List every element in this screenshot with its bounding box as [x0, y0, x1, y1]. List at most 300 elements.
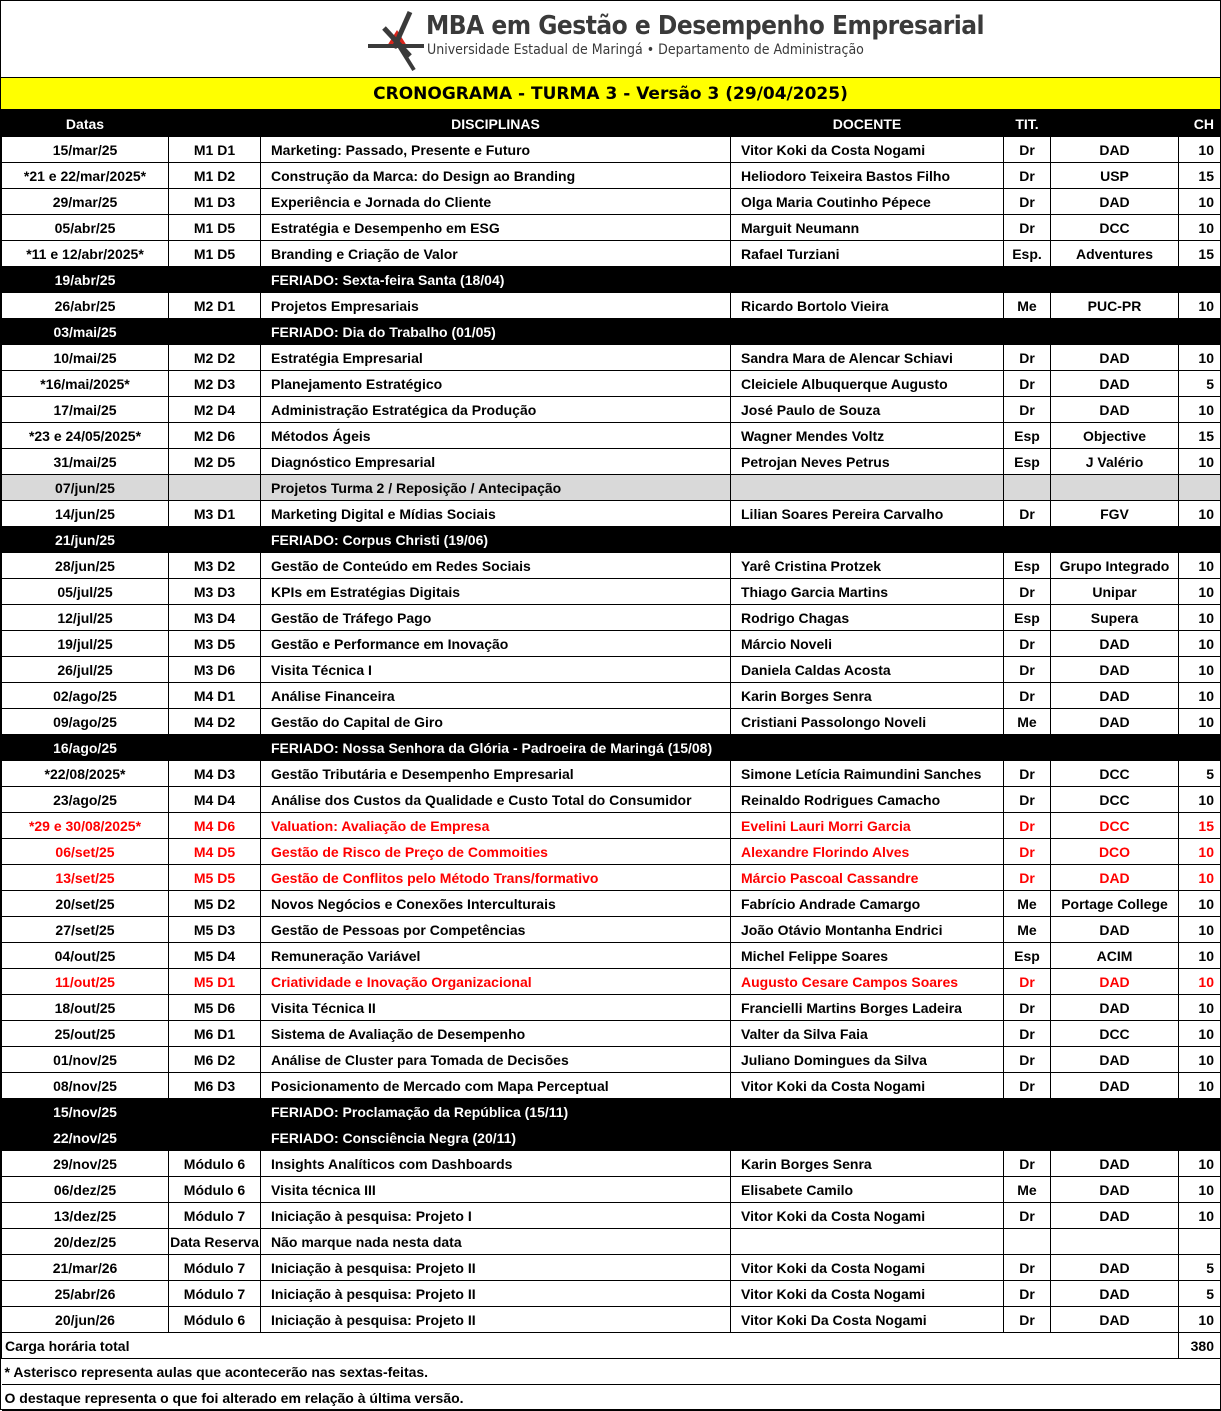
cell-date: 28/jun/25 — [2, 553, 169, 579]
cell-institution: Adventures — [1051, 241, 1179, 267]
cell-date: 06/set/25 — [2, 839, 169, 865]
col-header-module — [169, 111, 261, 137]
table-row — [2, 163, 1221, 189]
table-row — [2, 345, 1221, 371]
cell-teacher: Vitor Koki Da Costa Nogami — [731, 1307, 1004, 1333]
cell-institution: DCC — [1051, 813, 1179, 839]
cell-discipline: KPIs em Estratégias Digitais — [261, 579, 731, 605]
cell-institution: DAD — [1051, 631, 1179, 657]
cell-institution: DAD — [1051, 969, 1179, 995]
cell-date: 15/mar/25 — [2, 137, 169, 163]
cell-teacher: Karin Borges Senra — [731, 1151, 1004, 1177]
holiday-row — [2, 1099, 1221, 1125]
cell-teacher: Vitor Koki da Costa Nogami — [731, 1073, 1004, 1099]
cell-institution: DAD — [1051, 1047, 1179, 1073]
cell-title — [1004, 475, 1051, 501]
table-row — [2, 189, 1221, 215]
cell-module: M5 D1 — [169, 969, 261, 995]
cell-date: 25/abr/26 — [2, 1281, 169, 1307]
cell-discipline: Análise Financeira — [261, 683, 731, 709]
table-row — [2, 709, 1221, 735]
cell-teacher — [731, 1229, 1004, 1255]
cell-date: 11/out/25 — [2, 969, 169, 995]
col-header-datas: Datas — [2, 111, 169, 137]
cell-teacher: Wagner Mendes Voltz — [731, 423, 1004, 449]
cell-date: 21/mar/26 — [2, 1255, 169, 1281]
cell-module: Módulo 7 — [169, 1281, 261, 1307]
table-row — [2, 761, 1221, 787]
cell-date: 25/out/25 — [2, 1021, 169, 1047]
cell-module: Módulo 6 — [169, 1151, 261, 1177]
table-row — [2, 1177, 1221, 1203]
table-row — [2, 241, 1221, 267]
cell-title: Me — [1004, 293, 1051, 319]
col-header-ch: CH — [1179, 111, 1221, 137]
table-row — [2, 1281, 1221, 1307]
cell-module: Módulo 7 — [169, 1203, 261, 1229]
cell-teacher: Elisabete Camilo — [731, 1177, 1004, 1203]
cell-holiday: FERIADO: Consciência Negra (20/11) — [261, 1125, 1221, 1151]
cell-module: M2 D5 — [169, 449, 261, 475]
cell-institution: Supera — [1051, 605, 1179, 631]
cell-module: M3 D5 — [169, 631, 261, 657]
cell-title: Dr — [1004, 995, 1051, 1021]
cell-date: 04/out/25 — [2, 943, 169, 969]
cell-hours: 10 — [1179, 969, 1221, 995]
cell-institution: DAD — [1051, 345, 1179, 371]
cell-date: 07/jun/25 — [2, 475, 169, 501]
cell-holiday: FERIADO: Proclamação da República (15/11) — [261, 1099, 1221, 1125]
cell-discipline: Visita Técnica II — [261, 995, 731, 1021]
cell-institution: DAD — [1051, 137, 1179, 163]
cell-teacher: Yarê Cristina Protzek — [731, 553, 1004, 579]
cell-module: M5 D3 — [169, 917, 261, 943]
table-row — [2, 813, 1221, 839]
cell-date: 15/nov/25 — [2, 1099, 169, 1125]
cell-institution: DAD — [1051, 683, 1179, 709]
table-row — [2, 683, 1221, 709]
cell-teacher: Ricardo Bortolo Vieira — [731, 293, 1004, 319]
cell-title: Esp — [1004, 943, 1051, 969]
cell-module — [169, 267, 261, 293]
cell-discipline: Iniciação à pesquisa: Projeto I — [261, 1203, 731, 1229]
cell-teacher: Olga Maria Coutinho Pépece — [731, 189, 1004, 215]
table-header-row — [2, 111, 1221, 137]
table-row — [2, 475, 1221, 501]
cell-institution: DAD — [1051, 1177, 1179, 1203]
cell-module — [169, 1099, 261, 1125]
note-asterisk: * Asterisco representa aulas que acontecerão nas sextas-feitas. — [2, 1359, 1221, 1385]
cell-holiday: FERIADO: Dia do Trabalho (01/05) — [261, 319, 1221, 345]
cell-discipline: Métodos Ágeis — [261, 423, 731, 449]
cell-hours: 10 — [1179, 683, 1221, 709]
cell-date: 12/jul/25 — [2, 605, 169, 631]
cell-teacher — [731, 475, 1004, 501]
cell-hours: 10 — [1179, 397, 1221, 423]
cell-hours: 10 — [1179, 1177, 1221, 1203]
cell-title: Esp — [1004, 553, 1051, 579]
cell-discipline: Posicionamento de Mercado com Mapa Perceptual — [261, 1073, 731, 1099]
table-row — [2, 1073, 1221, 1099]
cell-institution: J Valério — [1051, 449, 1179, 475]
table-row — [2, 1307, 1221, 1333]
schedule-title: CRONOGRAMA - TURMA 3 - Versão 3 (29/04/2025) — [1, 78, 1220, 110]
cell-holiday: FERIADO: Sexta-feira Santa (18/04) — [261, 267, 1221, 293]
cell-institution: DAD — [1051, 371, 1179, 397]
cell-institution: DCO — [1051, 839, 1179, 865]
cell-title: Dr — [1004, 137, 1051, 163]
cell-module: M4 D3 — [169, 761, 261, 787]
cell-title: Me — [1004, 891, 1051, 917]
total-row — [2, 1333, 1221, 1359]
cell-module: M1 D2 — [169, 163, 261, 189]
col-header-docente: DOCENTE — [731, 111, 1004, 137]
cell-discipline: Gestão de Pessoas por Competências — [261, 917, 731, 943]
cell-teacher: Reinaldo Rodrigues Camacho — [731, 787, 1004, 813]
cell-date: 29/mar/25 — [2, 189, 169, 215]
cell-date: 05/abr/25 — [2, 215, 169, 241]
cell-teacher: Sandra Mara de Alencar Schiavi — [731, 345, 1004, 371]
table-row — [2, 891, 1221, 917]
cell-title: Dr — [1004, 969, 1051, 995]
cell-discipline: Construção da Marca: do Design ao Branding — [261, 163, 731, 189]
cell-teacher: João Otávio Montanha Endrici — [731, 917, 1004, 943]
cell-teacher: Juliano Domingues da Silva — [731, 1047, 1004, 1073]
cell-teacher: Cristiani Passolongo Noveli — [731, 709, 1004, 735]
cell-discipline: Gestão Tributária e Desempenho Empresarial — [261, 761, 731, 787]
cell-module: M5 D4 — [169, 943, 261, 969]
page-header — [1, 1, 1220, 78]
schedule-table — [1, 110, 1221, 1411]
holiday-row — [2, 319, 1221, 345]
cell-discipline: Estratégia Empresarial — [261, 345, 731, 371]
cell-teacher: Márcio Noveli — [731, 631, 1004, 657]
col-header-disciplinas: DISCIPLINAS — [261, 111, 731, 137]
cell-discipline: Análise de Cluster para Tomada de Decisões — [261, 1047, 731, 1073]
cell-teacher: Valter da Silva Faia — [731, 1021, 1004, 1047]
cell-module: M2 D2 — [169, 345, 261, 371]
cell-title: Esp. — [1004, 241, 1051, 267]
cell-discipline: Sistema de Avaliação de Desempenho — [261, 1021, 731, 1047]
cell-institution: DAD — [1051, 709, 1179, 735]
cell-teacher: Michel Felippe Soares — [731, 943, 1004, 969]
cell-date: 20/dez/25 — [2, 1229, 169, 1255]
cell-teacher: Vitor Koki da Costa Nogami — [731, 137, 1004, 163]
cell-date: *29 e 30/08/2025* — [2, 813, 169, 839]
cell-institution: DAD — [1051, 995, 1179, 1021]
cell-date: 20/set/25 — [2, 891, 169, 917]
cell-hours: 10 — [1179, 1203, 1221, 1229]
cell-institution: DAD — [1051, 1307, 1179, 1333]
cell-hours: 10 — [1179, 293, 1221, 319]
cell-institution: ACIM — [1051, 943, 1179, 969]
col-header-tit: TIT. — [1004, 111, 1051, 137]
cell-hours: 10 — [1179, 1073, 1221, 1099]
holiday-row — [2, 735, 1221, 761]
note-row — [2, 1385, 1221, 1411]
cell-institution: DAD — [1051, 917, 1179, 943]
cell-hours: 10 — [1179, 839, 1221, 865]
cell-date: 02/ago/25 — [2, 683, 169, 709]
cell-hours: 15 — [1179, 241, 1221, 267]
cell-discipline: Marketing Digital e Mídias Sociais — [261, 501, 731, 527]
cell-hours: 15 — [1179, 163, 1221, 189]
cell-institution — [1051, 475, 1179, 501]
col-header-institution — [1051, 111, 1179, 137]
cell-hours: 10 — [1179, 553, 1221, 579]
cell-discipline: Planejamento Estratégico — [261, 371, 731, 397]
cell-date: 16/ago/25 — [2, 735, 169, 761]
cell-module: M4 D2 — [169, 709, 261, 735]
cell-teacher: Cleiciele Albuquerque Augusto — [731, 371, 1004, 397]
cell-module — [169, 319, 261, 345]
cell-hours: 10 — [1179, 995, 1221, 1021]
holiday-row — [2, 1125, 1221, 1151]
table-row — [2, 1151, 1221, 1177]
cell-module: Data Reserva — [169, 1229, 261, 1255]
cell-discipline: Gestão de Conteúdo em Redes Sociais — [261, 553, 731, 579]
cell-discipline: Visita técnica III — [261, 1177, 731, 1203]
table-row — [2, 553, 1221, 579]
cell-teacher: Francielli Martins Borges Ladeira — [731, 995, 1004, 1021]
cell-date: 17/mai/25 — [2, 397, 169, 423]
note-highlight: O destaque representa o que foi alterado em relação à última versão. — [2, 1385, 1221, 1411]
cell-module: M2 D1 — [169, 293, 261, 319]
table-row — [2, 969, 1221, 995]
cell-hours: 5 — [1179, 761, 1221, 787]
table-row — [2, 137, 1221, 163]
cell-module: M3 D3 — [169, 579, 261, 605]
cell-date: 05/jul/25 — [2, 579, 169, 605]
cell-date: *23 e 24/05/2025* — [2, 423, 169, 449]
cell-title: Dr — [1004, 813, 1051, 839]
cell-module: M3 D1 — [169, 501, 261, 527]
cell-title: Dr — [1004, 1047, 1051, 1073]
cell-module: M6 D2 — [169, 1047, 261, 1073]
cell-teacher: Daniela Caldas Acosta — [731, 657, 1004, 683]
cell-teacher: Vitor Koki da Costa Nogami — [731, 1255, 1004, 1281]
cell-module: M1 D3 — [169, 189, 261, 215]
cell-teacher: Márcio Pascoal Cassandre — [731, 865, 1004, 891]
cell-teacher: Marguit Neumann — [731, 215, 1004, 241]
cell-title: Dr — [1004, 1307, 1051, 1333]
cell-title: Dr — [1004, 501, 1051, 527]
cell-hours: 10 — [1179, 657, 1221, 683]
cell-title: Dr — [1004, 215, 1051, 241]
cell-title: Dr — [1004, 1151, 1051, 1177]
cell-institution: DAD — [1051, 189, 1179, 215]
cell-module: M4 D6 — [169, 813, 261, 839]
cell-hours: 10 — [1179, 891, 1221, 917]
cell-hours: 15 — [1179, 423, 1221, 449]
table-row — [2, 293, 1221, 319]
cell-institution: DAD — [1051, 865, 1179, 891]
cell-date: 31/mai/25 — [2, 449, 169, 475]
cell-hours: 10 — [1179, 605, 1221, 631]
cell-date: 26/jul/25 — [2, 657, 169, 683]
cell-discipline: Gestão de Conflitos pelo Método Trans/formativo — [261, 865, 731, 891]
cell-hours: 15 — [1179, 813, 1221, 839]
holiday-row — [2, 527, 1221, 553]
cell-teacher: Rafael Turziani — [731, 241, 1004, 267]
cell-hours: 10 — [1179, 1021, 1221, 1047]
cell-hours: 5 — [1179, 371, 1221, 397]
cell-title: Dr — [1004, 1073, 1051, 1099]
cell-module: Módulo 6 — [169, 1307, 261, 1333]
cell-title: Dr — [1004, 1021, 1051, 1047]
note-row — [2, 1359, 1221, 1385]
cell-date: *16/mai/2025* — [2, 371, 169, 397]
cell-teacher: Vitor Koki da Costa Nogami — [731, 1203, 1004, 1229]
cell-institution: DCC — [1051, 787, 1179, 813]
cell-hours: 10 — [1179, 709, 1221, 735]
cell-date: 08/nov/25 — [2, 1073, 169, 1099]
cell-title: Dr — [1004, 579, 1051, 605]
cell-hours: 10 — [1179, 943, 1221, 969]
cell-institution: DAD — [1051, 1151, 1179, 1177]
cell-discipline: Branding e Criação de Valor — [261, 241, 731, 267]
cell-teacher: Evelini Lauri Morri Garcia — [731, 813, 1004, 839]
cell-teacher: Vitor Koki da Costa Nogami — [731, 1281, 1004, 1307]
cell-institution: Portage College — [1051, 891, 1179, 917]
cell-date: 18/out/25 — [2, 995, 169, 1021]
cell-date: 23/ago/25 — [2, 787, 169, 813]
cell-date: 29/nov/25 — [2, 1151, 169, 1177]
cell-date: 06/dez/25 — [2, 1177, 169, 1203]
cell-teacher: José Paulo de Souza — [731, 397, 1004, 423]
cell-teacher: Fabrício Andrade Camargo — [731, 891, 1004, 917]
cell-date: 20/jun/26 — [2, 1307, 169, 1333]
table-row — [2, 995, 1221, 1021]
cell-institution: DAD — [1051, 1203, 1179, 1229]
cell-hours: 10 — [1179, 345, 1221, 371]
cell-discipline: Insights Analíticos com Dashboards — [261, 1151, 731, 1177]
cell-date: 10/mai/25 — [2, 345, 169, 371]
cell-title: Dr — [1004, 1281, 1051, 1307]
table-row — [2, 839, 1221, 865]
cell-institution: DAD — [1051, 397, 1179, 423]
cell-teacher: Alexandre Florindo Alves — [731, 839, 1004, 865]
cell-module — [169, 1125, 261, 1151]
table-row — [2, 631, 1221, 657]
cell-discipline: Iniciação à pesquisa: Projeto II — [261, 1255, 731, 1281]
cell-title: Dr — [1004, 189, 1051, 215]
cell-module: M1 D5 — [169, 241, 261, 267]
total-label: Carga horária total — [2, 1333, 1179, 1359]
cell-title: Dr — [1004, 371, 1051, 397]
cell-discipline: Iniciação à pesquisa: Projeto II — [261, 1307, 731, 1333]
cell-institution: DCC — [1051, 761, 1179, 787]
cell-discipline: Experiência e Jornada do Cliente — [261, 189, 731, 215]
table-row — [2, 657, 1221, 683]
cell-hours: 10 — [1179, 579, 1221, 605]
cell-institution: PUC-PR — [1051, 293, 1179, 319]
cell-title: Me — [1004, 917, 1051, 943]
cell-teacher: Karin Borges Senra — [731, 683, 1004, 709]
cell-holiday: FERIADO: Nossa Senhora da Glória - Padroeira de Maringá (15/08) — [261, 735, 1221, 761]
cell-title: Esp — [1004, 605, 1051, 631]
table-row — [2, 787, 1221, 813]
cell-module: M2 D3 — [169, 371, 261, 397]
cell-institution: Grupo Integrado — [1051, 553, 1179, 579]
cell-discipline: Valuation: Avaliação de Empresa — [261, 813, 731, 839]
cell-teacher: Rodrigo Chagas — [731, 605, 1004, 631]
table-row — [2, 1021, 1221, 1047]
cell-hours — [1179, 1229, 1221, 1255]
cell-date: 09/ago/25 — [2, 709, 169, 735]
table-row — [2, 1229, 1221, 1255]
cell-module: M2 D4 — [169, 397, 261, 423]
cell-discipline: Gestão de Tráfego Pago — [261, 605, 731, 631]
table-row — [2, 449, 1221, 475]
cell-date: 03/mai/25 — [2, 319, 169, 345]
cell-title: Me — [1004, 709, 1051, 735]
cell-institution: Unipar — [1051, 579, 1179, 605]
cell-date: 14/jun/25 — [2, 501, 169, 527]
cell-date: 26/abr/25 — [2, 293, 169, 319]
table-row — [2, 943, 1221, 969]
cell-hours: 10 — [1179, 1307, 1221, 1333]
cell-date: 13/dez/25 — [2, 1203, 169, 1229]
table-row — [2, 917, 1221, 943]
cell-date: 27/set/25 — [2, 917, 169, 943]
cell-teacher: Petrojan Neves Petrus — [731, 449, 1004, 475]
table-row — [2, 371, 1221, 397]
cell-title: Dr — [1004, 397, 1051, 423]
cell-institution: DCC — [1051, 215, 1179, 241]
table-row — [2, 397, 1221, 423]
cell-hours: 10 — [1179, 631, 1221, 657]
cell-module: M5 D6 — [169, 995, 261, 1021]
table-row — [2, 1203, 1221, 1229]
cell-institution: DAD — [1051, 1281, 1179, 1307]
cell-teacher: Augusto Cesare Campos Soares — [731, 969, 1004, 995]
cell-discipline: Gestão de Risco de Preço de Commoities — [261, 839, 731, 865]
cell-module — [169, 527, 261, 553]
cell-title: Dr — [1004, 839, 1051, 865]
cell-module: Módulo 7 — [169, 1255, 261, 1281]
cell-title: Dr — [1004, 1203, 1051, 1229]
cell-module: M3 D6 — [169, 657, 261, 683]
cell-module — [169, 475, 261, 501]
cell-institution: FGV — [1051, 501, 1179, 527]
cell-module: M3 D4 — [169, 605, 261, 631]
cell-module: M4 D5 — [169, 839, 261, 865]
cell-teacher: Thiago Garcia Martins — [731, 579, 1004, 605]
cell-institution: DAD — [1051, 1255, 1179, 1281]
cell-discipline: Análise dos Custos da Qualidade e Custo Total do Consumidor — [261, 787, 731, 813]
cell-discipline: Iniciação à pesquisa: Projeto II — [261, 1281, 731, 1307]
cell-date: 21/jun/25 — [2, 527, 169, 553]
cell-module: M5 D5 — [169, 865, 261, 891]
holiday-row — [2, 267, 1221, 293]
cell-module: M1 D1 — [169, 137, 261, 163]
cell-title: Dr — [1004, 163, 1051, 189]
program-subtitle: Universidade Estadual de Maringá • Departamento de Administração — [427, 42, 864, 58]
cell-discipline: Não marque nada nesta data — [261, 1229, 731, 1255]
cell-title: Dr — [1004, 657, 1051, 683]
table-row — [2, 215, 1221, 241]
cell-discipline: Marketing: Passado, Presente e Futuro — [261, 137, 731, 163]
cell-discipline: Administração Estratégica da Produção — [261, 397, 731, 423]
cell-title: Dr — [1004, 631, 1051, 657]
cell-teacher: Lilian Soares Pereira Carvalho — [731, 501, 1004, 527]
cell-date: *11 e 12/abr/2025* — [2, 241, 169, 267]
cell-title: Dr — [1004, 683, 1051, 709]
cell-date: 01/nov/25 — [2, 1047, 169, 1073]
cell-title: Dr — [1004, 1255, 1051, 1281]
table-row — [2, 579, 1221, 605]
